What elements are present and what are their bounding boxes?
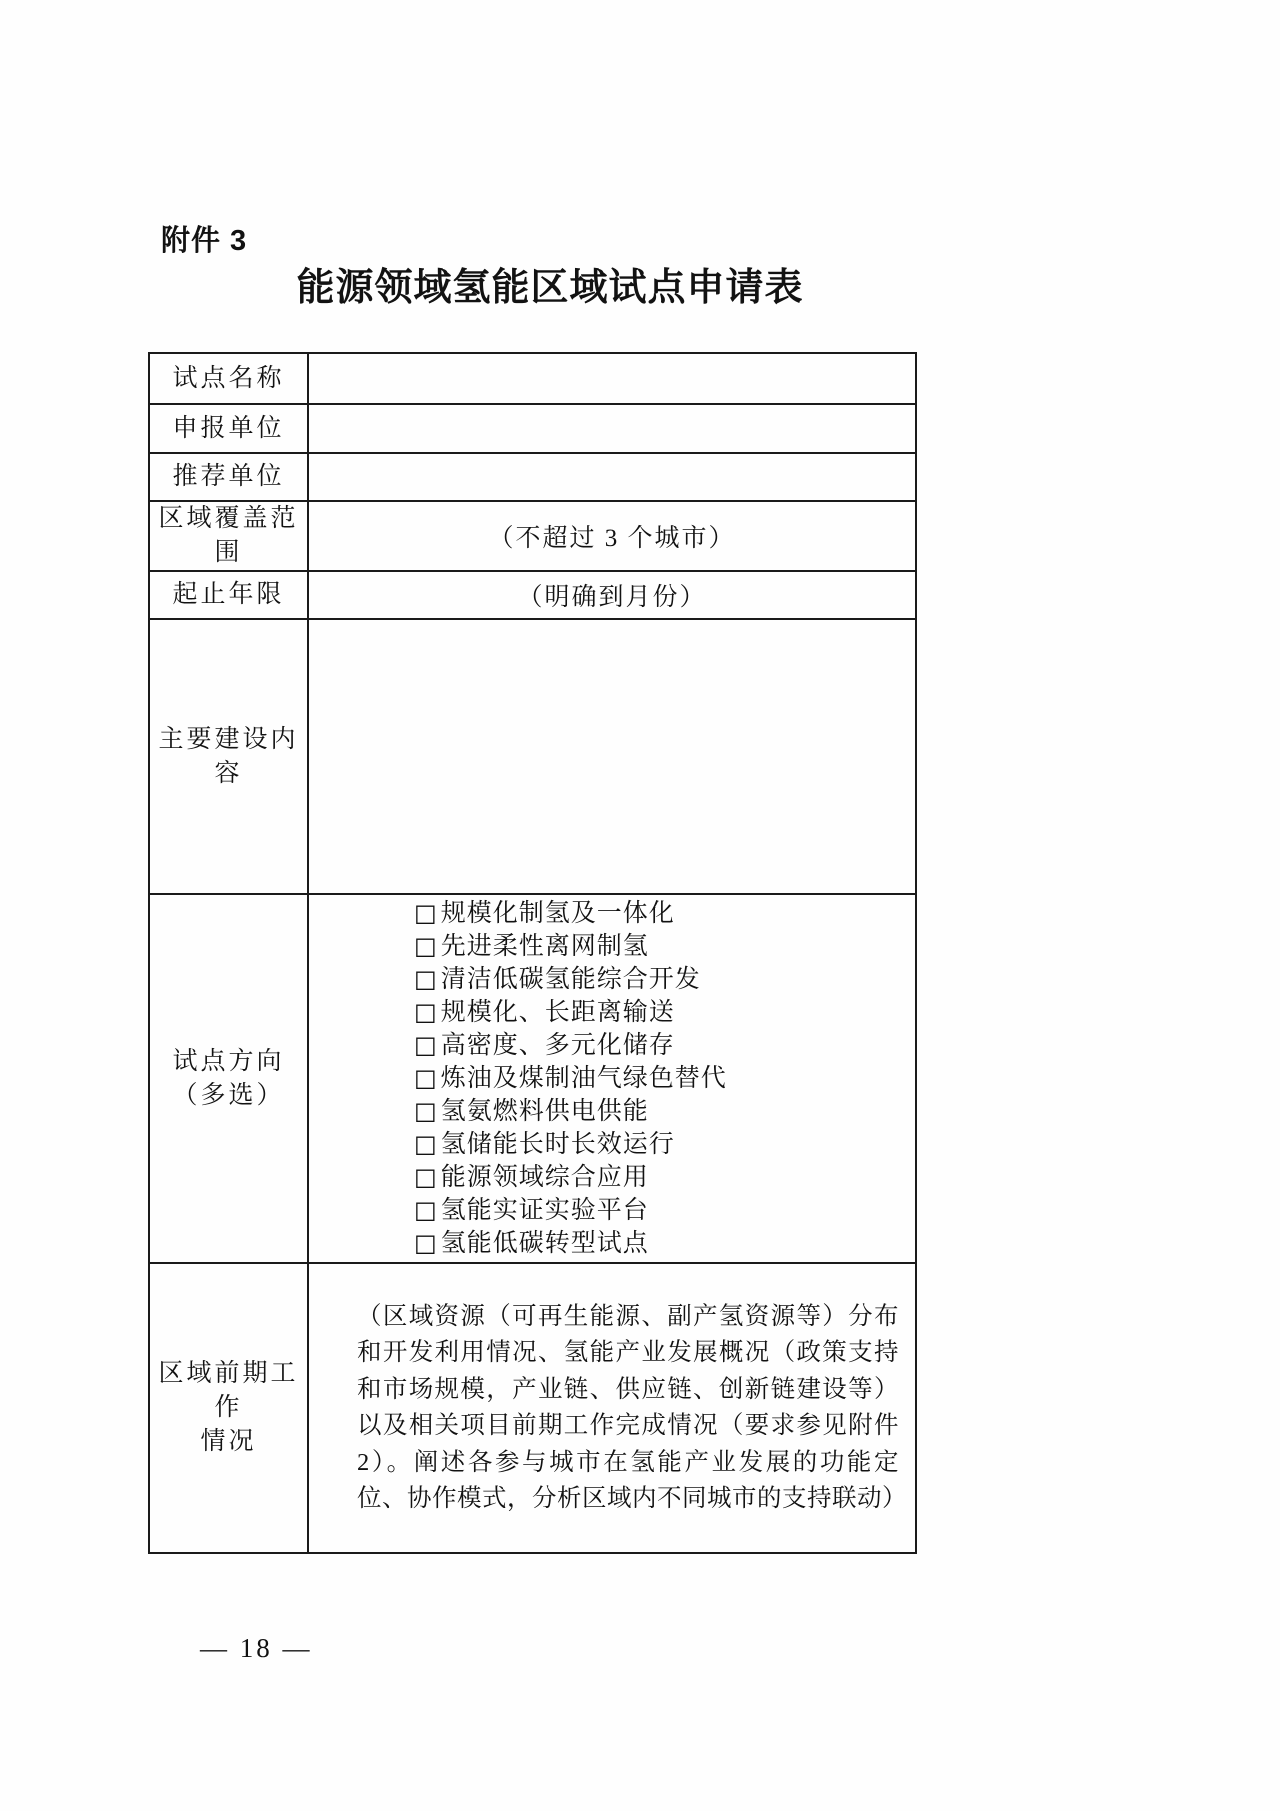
attachment-label: 附件 3 [161,225,248,257]
checkbox-icon: □ [414,1229,438,1257]
pilot-direction-option [309,930,915,963]
pilot-direction-option [309,1029,915,1062]
option-label: 能源领域综合应用 [440,1164,649,1191]
table-row [149,619,916,894]
option-label: 先进柔性离网制氢 [440,933,649,960]
checkbox-icon: □ [414,1130,438,1158]
preliminary-work-label-line2: 情况 [200,1428,257,1455]
row-label-time-period: 起止年限 [149,571,308,619]
table-row [149,571,916,619]
row-label-preliminary-work [149,1263,308,1553]
pilot-direction-option [309,1128,915,1161]
table-row [149,453,916,501]
page-number: — 18 — [200,1633,313,1663]
pilot-direction-option [309,963,915,996]
option-label: 清洁低碳氢能综合开发 [440,966,701,993]
checkbox-icon: □ [414,932,438,960]
row-value-applying-unit [308,404,916,453]
row-label-pilot-name: 试点名称 [149,353,308,404]
table-row [149,404,916,453]
pilot-direction-option [309,897,915,930]
checkbox-icon: □ [414,1163,438,1191]
preliminary-work-label: 区域前期工作 [158,1360,299,1421]
pilot-direction-option [309,1227,915,1260]
table-row [149,353,916,404]
row-label-pilot-direction [149,894,308,1263]
option-label: 氢能低碳转型试点 [440,1230,649,1257]
preliminary-work-cell [308,1263,916,1553]
row-value-pilot-name [308,353,916,404]
pilot-direction-option [309,1095,915,1128]
application-form-table [148,352,917,1554]
checkbox-icon: □ [414,1196,438,1224]
option-label: 炼油及煤制油气绿色替代 [440,1065,727,1092]
row-value-coverage-scope: （不超过 3 个城市） [308,501,916,571]
page-title: 能源领域氢能区域试点申请表 [296,267,804,309]
pilot-direction-option [309,996,915,1029]
option-label: 高密度、多元化储存 [440,1032,675,1059]
row-label-applying-unit: 申报单位 [149,404,308,453]
checkbox-icon: □ [414,1031,438,1059]
pilot-direction-option [309,1062,915,1095]
checkbox-icon: □ [414,1064,438,1092]
pilot-direction-label: 试点方向 [172,1047,285,1075]
checkbox-icon: □ [414,899,438,927]
checkbox-icon: □ [414,998,438,1026]
option-label: 氢能实证实验平台 [440,1197,649,1224]
row-value-time-period: （明确到月份） [308,571,916,619]
pilot-direction-options [308,894,916,1263]
checkbox-icon: □ [414,965,438,993]
table-row [149,501,916,571]
preliminary-work-description: （区域资源（可再生能源、副产氢资源等）分布和开发利用情况、氢能产业发展概况（政策支持和市场规模，产业链、供应链、创新链建设等）以及相关项目前期工作完成情况（要求参见附件 2）。阐述各参与城市在氢能产业发展的功能定位、协作模式，分析区域内不同城市的支持联动） [357,1302,907,1512]
table-row [149,1263,916,1553]
row-label-main-construction: 主要建设内容 [149,619,308,894]
option-label: 氢氨燃料供电供能 [440,1098,649,1125]
row-value-recommending-unit [308,453,916,501]
pilot-direction-option [309,1194,915,1227]
row-label-coverage-scope: 区域覆盖范围 [149,501,308,571]
checkbox-icon: □ [414,1097,438,1125]
option-label: 规模化、长距离输送 [440,999,675,1026]
row-label-recommending-unit: 推荐单位 [149,453,308,501]
row-value-main-construction [308,619,916,894]
pilot-direction-note: （多选） [172,1081,285,1109]
table-row [149,894,916,1263]
pilot-direction-option [309,1161,915,1194]
option-label: 规模化制氢及一体化 [440,900,675,927]
option-label: 氢储能长时长效运行 [440,1131,675,1158]
